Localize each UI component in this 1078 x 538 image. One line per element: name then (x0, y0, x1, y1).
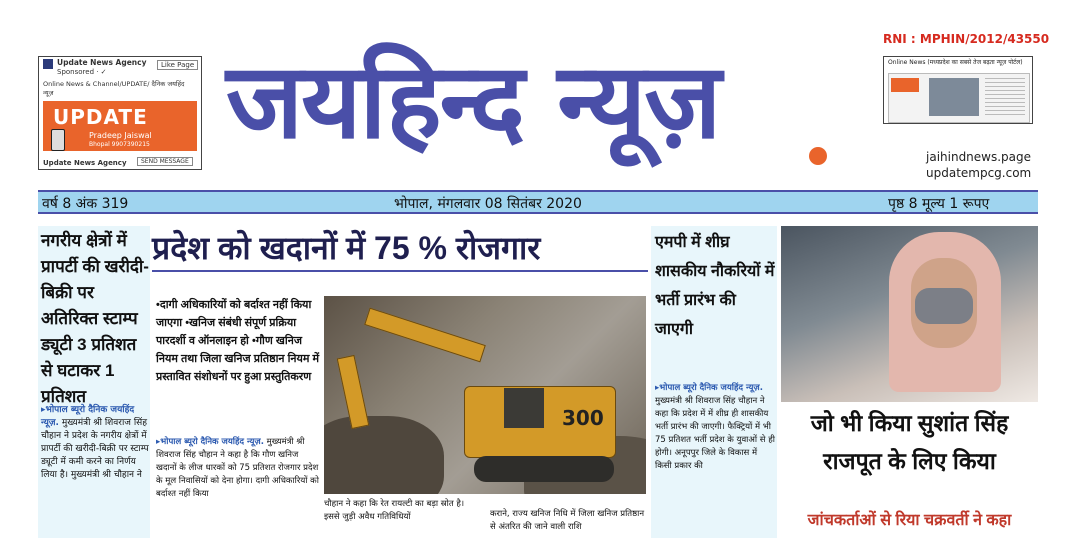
page-price: पृष्ठ 8 मूल्य 1 रूपए (888, 196, 990, 212)
excavator-cab (504, 388, 544, 428)
excavator-tracks (474, 456, 614, 482)
story-govt-jobs (651, 226, 777, 538)
govt-jobs-body (655, 382, 775, 473)
ad-contact-phone: Bhopal 9907390215 (89, 141, 150, 148)
masthead-text: जयहिन्द न्यूज़ (226, 40, 720, 162)
stamp-duty-text: मुख्यमंत्री श्री शिवराज सिंह चौहान ने प्रदेश के नगरीय क्षेत्रों में प्रापर्टी की खरीदी-बिक्री पर स्टाम्प ड्यूटी में कमी करने का निर्णय लिया है। मुख्यमंत्री श्री चौहान ने (41, 418, 149, 480)
excavator-label: 300 (562, 406, 604, 430)
website-2[interactable]: updatempcg.com (926, 166, 1032, 180)
issue-number: वर्ष 8 अंक 319 (42, 196, 129, 212)
excavator-boom (364, 308, 486, 363)
ad-right-line: Online News (मध्यप्रदेश का सबसे तेज बढ़ता न्यूज़ पोर्टल) (888, 59, 1023, 66)
place-date: भोपाल, मंगलवार 08 सितंबर 2020 (394, 196, 582, 212)
right-headline: जो भी किया सुशांत सिंह राजपूत के लिए किया (810, 410, 1009, 474)
main-byline: ▸भोपाल ब्यूरो दैनिक जयहिंद न्यूज़. (156, 437, 264, 447)
like-page-button[interactable]: Like Page (157, 60, 198, 70)
story-stamp-duty (38, 226, 150, 538)
rni-number: RNI : MPHIN/2012/43550 (883, 32, 1050, 46)
dateline-bar (38, 190, 1038, 214)
main-headline: प्रदेश को खदानों में 75 % रोजगार (152, 230, 541, 266)
ad-page-name: Update News Agency (57, 58, 147, 67)
ad-footer: Update News Agency (43, 159, 127, 167)
ad-banner-text: UPDATE (53, 105, 148, 129)
mini-photo (929, 78, 979, 116)
masthead-title (226, 26, 836, 176)
govt-jobs-headline: एमपी में शीघ्र शासकीय नौकरियों में भर्ती प्रारंभ की जाएगी (655, 234, 775, 338)
ad-left[interactable] (38, 56, 202, 170)
send-message-button[interactable]: SEND MESSAGE (137, 157, 193, 166)
mini-text (985, 78, 1025, 116)
stamp-duty-byline: ▸भोपाल ब्यूरो दैनिक जयहिंद न्यूज़. (41, 405, 135, 428)
ad-line: Online News & Channel/UPDATE/ दैनिक जयहिंद न्यूज़ (43, 80, 185, 97)
main-body (156, 436, 320, 501)
rhea-photo (781, 226, 1038, 402)
ad-contact-name: Pradeep Jaiswal (89, 131, 152, 140)
right-subhead: जांचकर्ताओं से रिया चक्रवर्ती ने कहा (807, 512, 1012, 529)
headline-rule (152, 270, 648, 272)
main-body-text: मुख्यमंत्री श्री शिवराज सिंह चौहान ने कहा है कि गौण खनिज खदानों के लीज धारकों को 75 प्रतिशत रोजगार प्रदेश के मूल निवासियों को देना होगा। दागी अधिकारियों को बर्दाश्त नहीं किया (156, 437, 319, 499)
ad-right[interactable] (883, 56, 1033, 124)
govt-jobs-text: मुख्यमंत्री श्री शिवराज सिंह चौहान ने कहा कि प्रदेश में में शीघ्र ही शासकीय भर्ती प्रारंभ की जाएगी। फैक्ट्रियों में भी 75 प्रतिशत भर्ती प्रदेश के युवाओं से ही होगी। अनूपपुर जिले के विकास में किसी प्रकार की (655, 396, 775, 471)
mini-banner (891, 78, 919, 92)
excavator-photo (324, 296, 646, 494)
page-avatar-icon (43, 59, 53, 69)
main-highlights: •दागी अधिकारियों को बर्दाश्त नहीं किया जाएगा •खनिज संबंधी संपूर्ण प्रक्रिया पारदर्शी व ऑनलाइन हो •गौण खनिज नियम तथा जिला खनिज प्रतिष्ठान नियम में प्रस्तावित संशोधनों पर हुआ प्रस्तुतिकरण (156, 299, 320, 383)
ad-banner (43, 101, 197, 151)
govt-jobs-byline: ▸भोपाल ब्यूरो दैनिक जयहिंद न्यूज़. (655, 383, 763, 393)
photo-caption-right: कराने, राज्य खनिज निधि में जिला खनिज प्रतिष्ठान से अंतरित की जाने वाली राशि (490, 509, 645, 532)
rock-pile (324, 416, 444, 494)
photo-caption-left: चौहान ने कहा कि रेत रायल्टी का बड़ा स्रोत है। इससे जुड़ी अवैध गतिविधियों (324, 499, 465, 522)
mini-newspaper-image (888, 73, 1030, 123)
face-mask (915, 288, 973, 324)
website-1[interactable]: jaihindnews.page (926, 150, 1032, 164)
stamp-duty-body (41, 404, 149, 482)
ad-sponsored: Sponsored · ✓ (57, 68, 107, 76)
stamp-duty-headline: नगरीय क्षेत्रों में प्रापर्टी की खरीदी-बिक्री पर अतिरिक्त स्टाम्प ड्यूटी 3 प्रतिशत से घटाकर 1 प्रतिशत (41, 231, 149, 406)
masthead-dot-icon (809, 147, 827, 165)
phone-icon (51, 129, 65, 151)
